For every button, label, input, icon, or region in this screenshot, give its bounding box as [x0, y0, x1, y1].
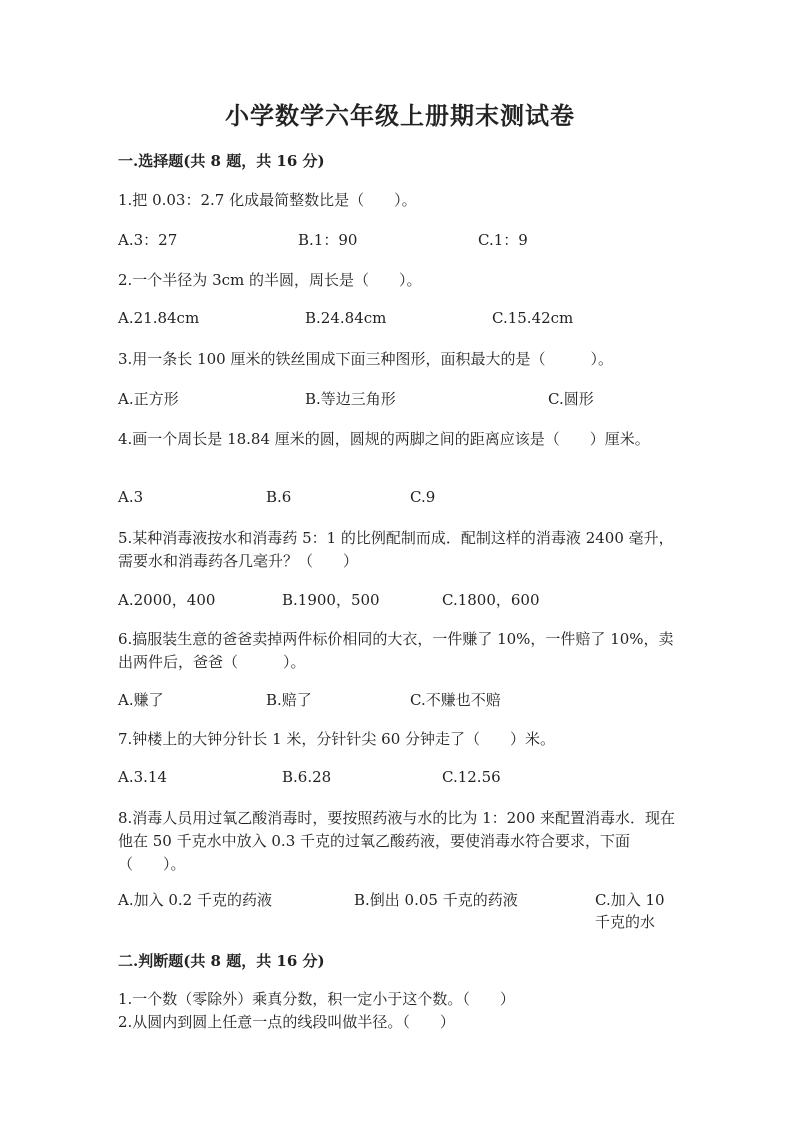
- q8-option-a: A.加入 0.2 千克的药液: [118, 891, 272, 909]
- judgment-2: 2.从圆内到圆上任意一点的线段叫做半径。（ ）: [118, 1013, 455, 1031]
- q6-option-b: B.赔了: [266, 691, 312, 709]
- question-8: 8.消毒人员用过氧乙酸消毒时，要按照药液与水的比为 1：200 来配置消毒水．现在他在 50 千克水中放入 0.3 千克的过氧乙酸药液，要使消毒水符合要求，下面（ ）。: [118, 809, 676, 873]
- q7-option-b: B.6.28: [282, 768, 332, 786]
- q2-option-a: A.21.84cm: [118, 309, 200, 327]
- q6-option-a: A.赚了: [118, 691, 164, 709]
- q1-option-a: A.3：27: [118, 231, 178, 249]
- q2-option-b: B.24.84cm: [305, 309, 387, 327]
- page-title: 小学数学六年级上册期末测试卷: [225, 101, 575, 130]
- question-3: 3.用一条长 100 厘米的铁丝围成下面三种图形，面积最大的是（ ）。: [118, 350, 613, 368]
- question-7: 7.钟楼上的大钟分针长 1 米，分针针尖 60 分钟走了（ ）米。: [118, 730, 556, 748]
- q3-option-a: A.正方形: [118, 390, 179, 408]
- q3-option-c: C.圆形: [548, 390, 594, 408]
- q1-option-b: B.1：90: [298, 231, 358, 249]
- q4-option-b: B.6: [266, 488, 292, 506]
- q8-option-c: C.加入 10 千克的水: [595, 891, 665, 931]
- q7-option-a: A.3.14: [118, 768, 167, 786]
- q6-option-c: C.不赚也不赔: [410, 691, 501, 709]
- question-6: 6.搞服装生意的爸爸卖掉两件标价相同的大衣，一件赚了 10%，一件赔了 10%，卖出两件后，爸爸（ ）。: [118, 630, 674, 671]
- section-heading-choice: 一.选择题(共 8 题，共 16 分): [118, 152, 325, 170]
- q5-option-c: C.1800，600: [442, 591, 540, 609]
- judgment-1: 1.一个数（零除外）乘真分数，积一定小于这个数。（ ）: [118, 990, 515, 1008]
- question-5: 5.某种消毒液按水和消毒药 5：1 的比例配制而成．配制这样的消毒液 2400 毫升，需要水和消毒药各几毫升？（ ）: [118, 529, 674, 570]
- q7-option-c: C.12.56: [442, 768, 501, 786]
- q4-option-a: A.3: [118, 488, 144, 506]
- q8-option-b: B.倒出 0.05 千克的药液: [354, 891, 518, 909]
- q5-option-b: B.1900，500: [282, 591, 380, 609]
- question-4: 4.画一个周长是 18.84 厘米的圆，圆规的两脚之间的距离应该是（ ）厘米。: [118, 430, 650, 448]
- q2-option-c: C.15.42cm: [492, 309, 574, 327]
- q5-option-a: A.2000，400: [118, 591, 216, 609]
- section-heading-judgment: 二.判断题(共 8 题，共 16 分): [118, 952, 325, 970]
- q1-option-c: C.1：9: [478, 231, 528, 249]
- question-1: 1.把 0.03：2.7 化成最简整数比是（ ）。: [118, 191, 417, 209]
- q4-option-c: C.9: [410, 488, 436, 506]
- question-2: 2.一个半径为 3cm 的半圆，周长是（ ）。: [118, 271, 422, 289]
- q3-option-b: B.等边三角形: [305, 390, 396, 408]
